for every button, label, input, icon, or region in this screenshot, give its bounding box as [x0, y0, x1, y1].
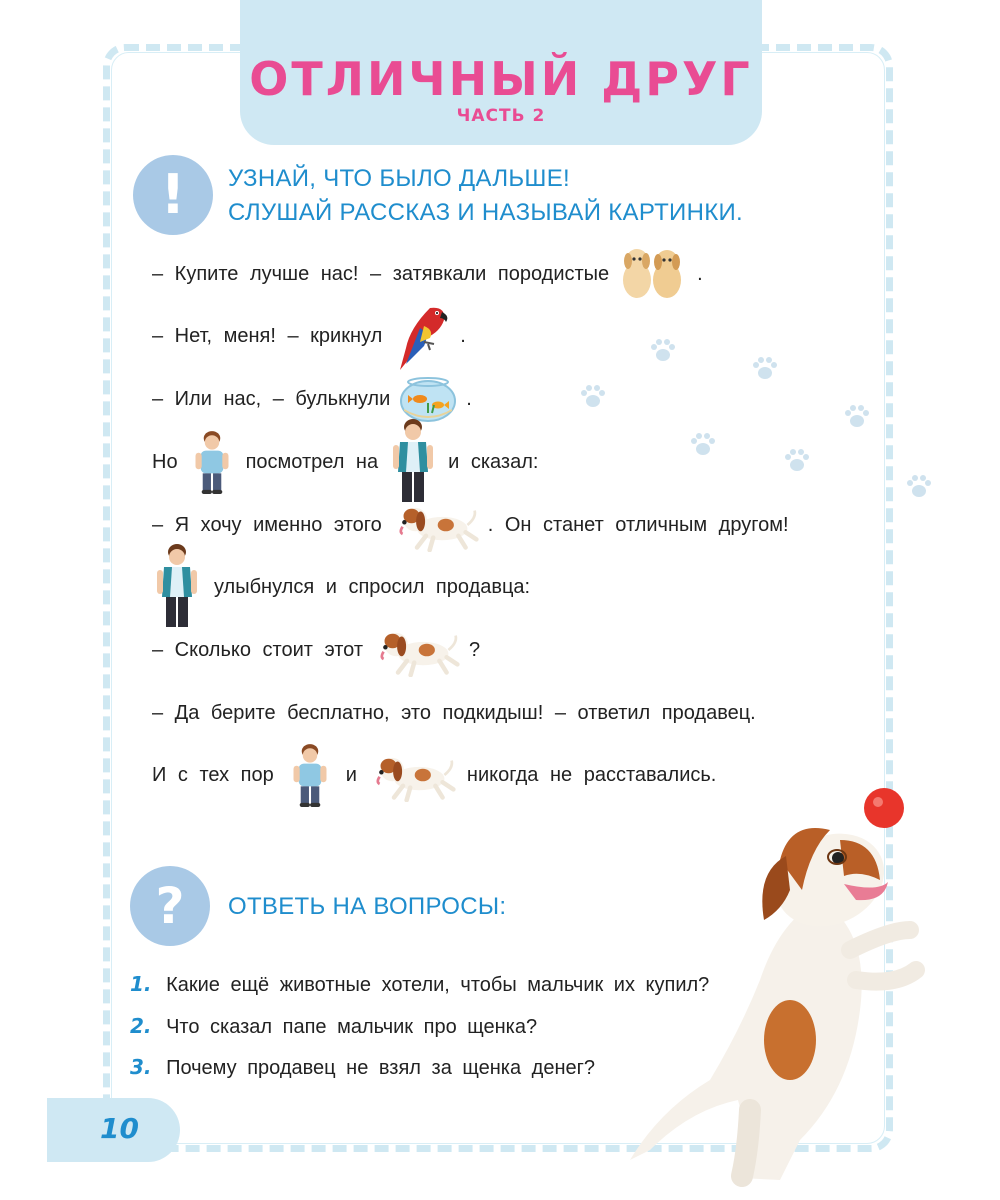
story-text: Но: [152, 450, 178, 473]
paw-print-icon: [842, 402, 872, 432]
question-text: Что сказал папе мальчик про щенка?: [166, 1016, 538, 1038]
question-item: [130, 1014, 537, 1039]
story-text: посмотрел на: [245, 450, 379, 473]
story-line-8: [152, 683, 756, 743]
parrot-icon: [390, 298, 452, 374]
story-line-4: [152, 432, 538, 492]
instruction-line-2: СЛУШАЙ РАССКАЗ И НАЗЫВАЙ КАРТИНКИ.: [228, 199, 744, 226]
exclamation-icon: !: [133, 155, 213, 235]
story-line-1: [152, 244, 703, 304]
paw-print-icon: [782, 446, 812, 476]
question-text: Почему продавец не взял за щенка денег?: [166, 1057, 596, 1079]
story-text: – Нет, меня! – крикнул: [152, 324, 383, 347]
paw-print-icon: [688, 430, 718, 460]
boy-icon: [190, 429, 234, 495]
story-text: улыбнулся и спросил продавца:: [214, 575, 531, 598]
story-text: – Я хочу именно этого: [152, 513, 382, 536]
story-line-5: [152, 495, 789, 555]
father-icon: [388, 417, 438, 507]
story-text: – Или нас, – булькнули: [152, 387, 391, 410]
instruction-line-1: УЗНАЙ, ЧТО БЫЛО ДАЛЬШЕ!: [228, 165, 570, 192]
question-item: [130, 972, 709, 997]
puppy-icon: [390, 498, 480, 552]
story-text: ?: [469, 638, 481, 661]
story-text: .: [697, 262, 703, 285]
page-title: ОТЛИЧНЫЙ ДРУГ: [249, 52, 753, 106]
puppy-icon: [371, 623, 461, 677]
instruction: [228, 162, 743, 230]
question-number: 3.: [130, 1055, 152, 1079]
aquarium-fish-icon: [398, 375, 458, 423]
story-text: .: [460, 324, 466, 347]
story-text: никогда не расставались.: [466, 763, 717, 786]
father-icon: [152, 542, 202, 632]
question-number: 2.: [130, 1014, 152, 1038]
question-item: [130, 1055, 595, 1080]
puppies-icon: [617, 244, 689, 304]
question-number: 1.: [130, 972, 152, 996]
paw-print-icon: [648, 336, 678, 366]
paw-print-icon: [578, 382, 608, 412]
paw-print-icon: [904, 472, 934, 502]
question-text: Какие ещё животные хотели, чтобы мальчик их купил?: [166, 974, 710, 996]
puppy-icon: [367, 748, 457, 802]
story-text: – Купите лучше нас! – затявкали породистые: [152, 262, 610, 285]
story-text: и: [345, 763, 357, 786]
story-text: и сказал:: [448, 450, 539, 473]
story-text: И с тех пор: [152, 763, 274, 786]
questions-heading: ОТВЕТЬ НА ВОПРОСЫ:: [228, 893, 507, 920]
jumping-dog-illustration: [630, 780, 970, 1190]
story-text: . Он станет отличным другом!: [487, 513, 789, 536]
question-icon: ?: [130, 866, 210, 946]
page-subtitle: ЧАСТЬ 2: [456, 106, 546, 126]
story-text: – Да берите бесплатно, это подкидыш! – ответил продавец.: [152, 701, 756, 724]
paw-print-icon: [750, 354, 780, 384]
page-number: 10: [100, 1112, 139, 1145]
story-line-6: [152, 557, 530, 617]
story-line-7: [152, 620, 480, 680]
story-text: .: [466, 387, 472, 410]
boy-icon: [288, 742, 332, 808]
story-line-2: [152, 306, 466, 366]
story-text: – Сколько стоит этот: [152, 638, 364, 661]
